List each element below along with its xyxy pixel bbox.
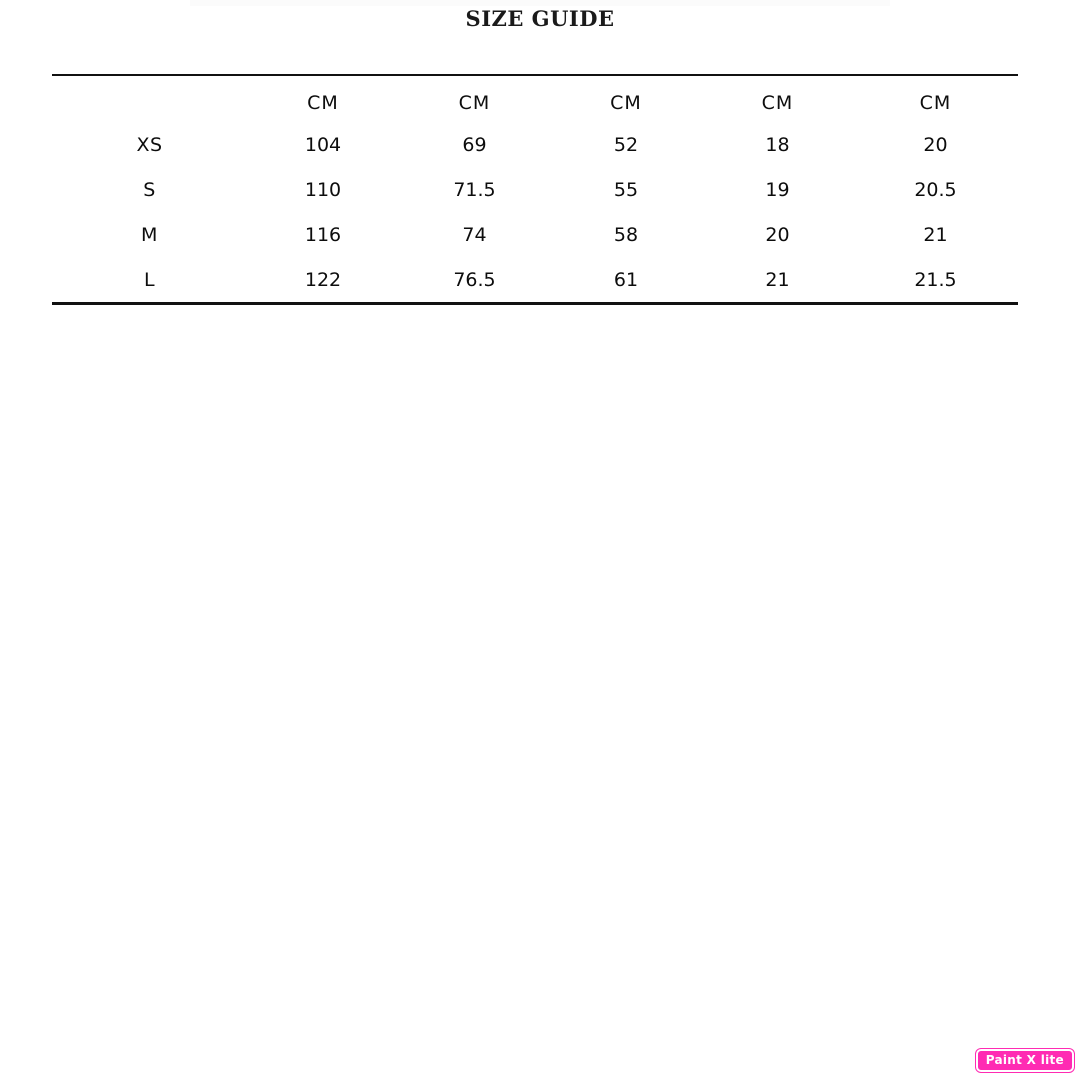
cell-measure-1: 110 [304,178,342,201]
cell-measure-2: 69 [462,133,487,156]
cell-measure-1: 104 [304,133,342,156]
cell-measure-3: 58 [613,223,639,246]
column-header-unit-3: CM [610,92,642,114]
cell-measure-2: 74 [462,223,487,246]
cell-measure-4: 18 [765,133,790,156]
page-title: SIZE GUIDE [465,6,615,31]
cell-measure-5: 21.5 [914,268,957,291]
cell-measure-3: 52 [613,133,639,156]
column-header-size [52,76,247,122]
cell-measure-3: 61 [613,268,639,291]
table-row [52,257,1018,302]
row-size-label: S [143,178,156,201]
app-watermark: Paint X lite [976,1049,1074,1072]
cell-measure-2: 76.5 [453,268,496,291]
cell-measure-4: 21 [765,268,790,291]
cell-measure-5: 20 [923,133,948,156]
column-header-unit-4: CM [761,92,794,114]
cell-measure-2: 71.5 [453,178,496,201]
cell-measure-3: 55 [613,178,639,201]
table-bottom-rule [52,302,1018,305]
row-size-label: L [143,268,156,291]
table-row [52,212,1018,257]
size-guide-table-wrapper [52,74,1018,305]
cell-measure-4: 19 [765,178,790,201]
column-header-unit-1: CM [307,92,339,114]
table-header-row [52,76,1018,122]
cell-measure-4: 20 [765,223,790,246]
cell-measure-1: 122 [304,268,342,291]
cell-measure-1: 116 [304,223,342,246]
row-size-label: M [141,223,158,246]
table-row [52,122,1018,167]
column-header-unit-5: CM [919,92,952,114]
row-size-label: XS [136,133,163,156]
cell-measure-5: 21 [923,223,948,246]
table-row [52,167,1018,212]
cell-measure-5: 20.5 [914,178,957,201]
size-guide-table [52,76,1018,302]
column-header-unit-2: CM [458,92,491,114]
